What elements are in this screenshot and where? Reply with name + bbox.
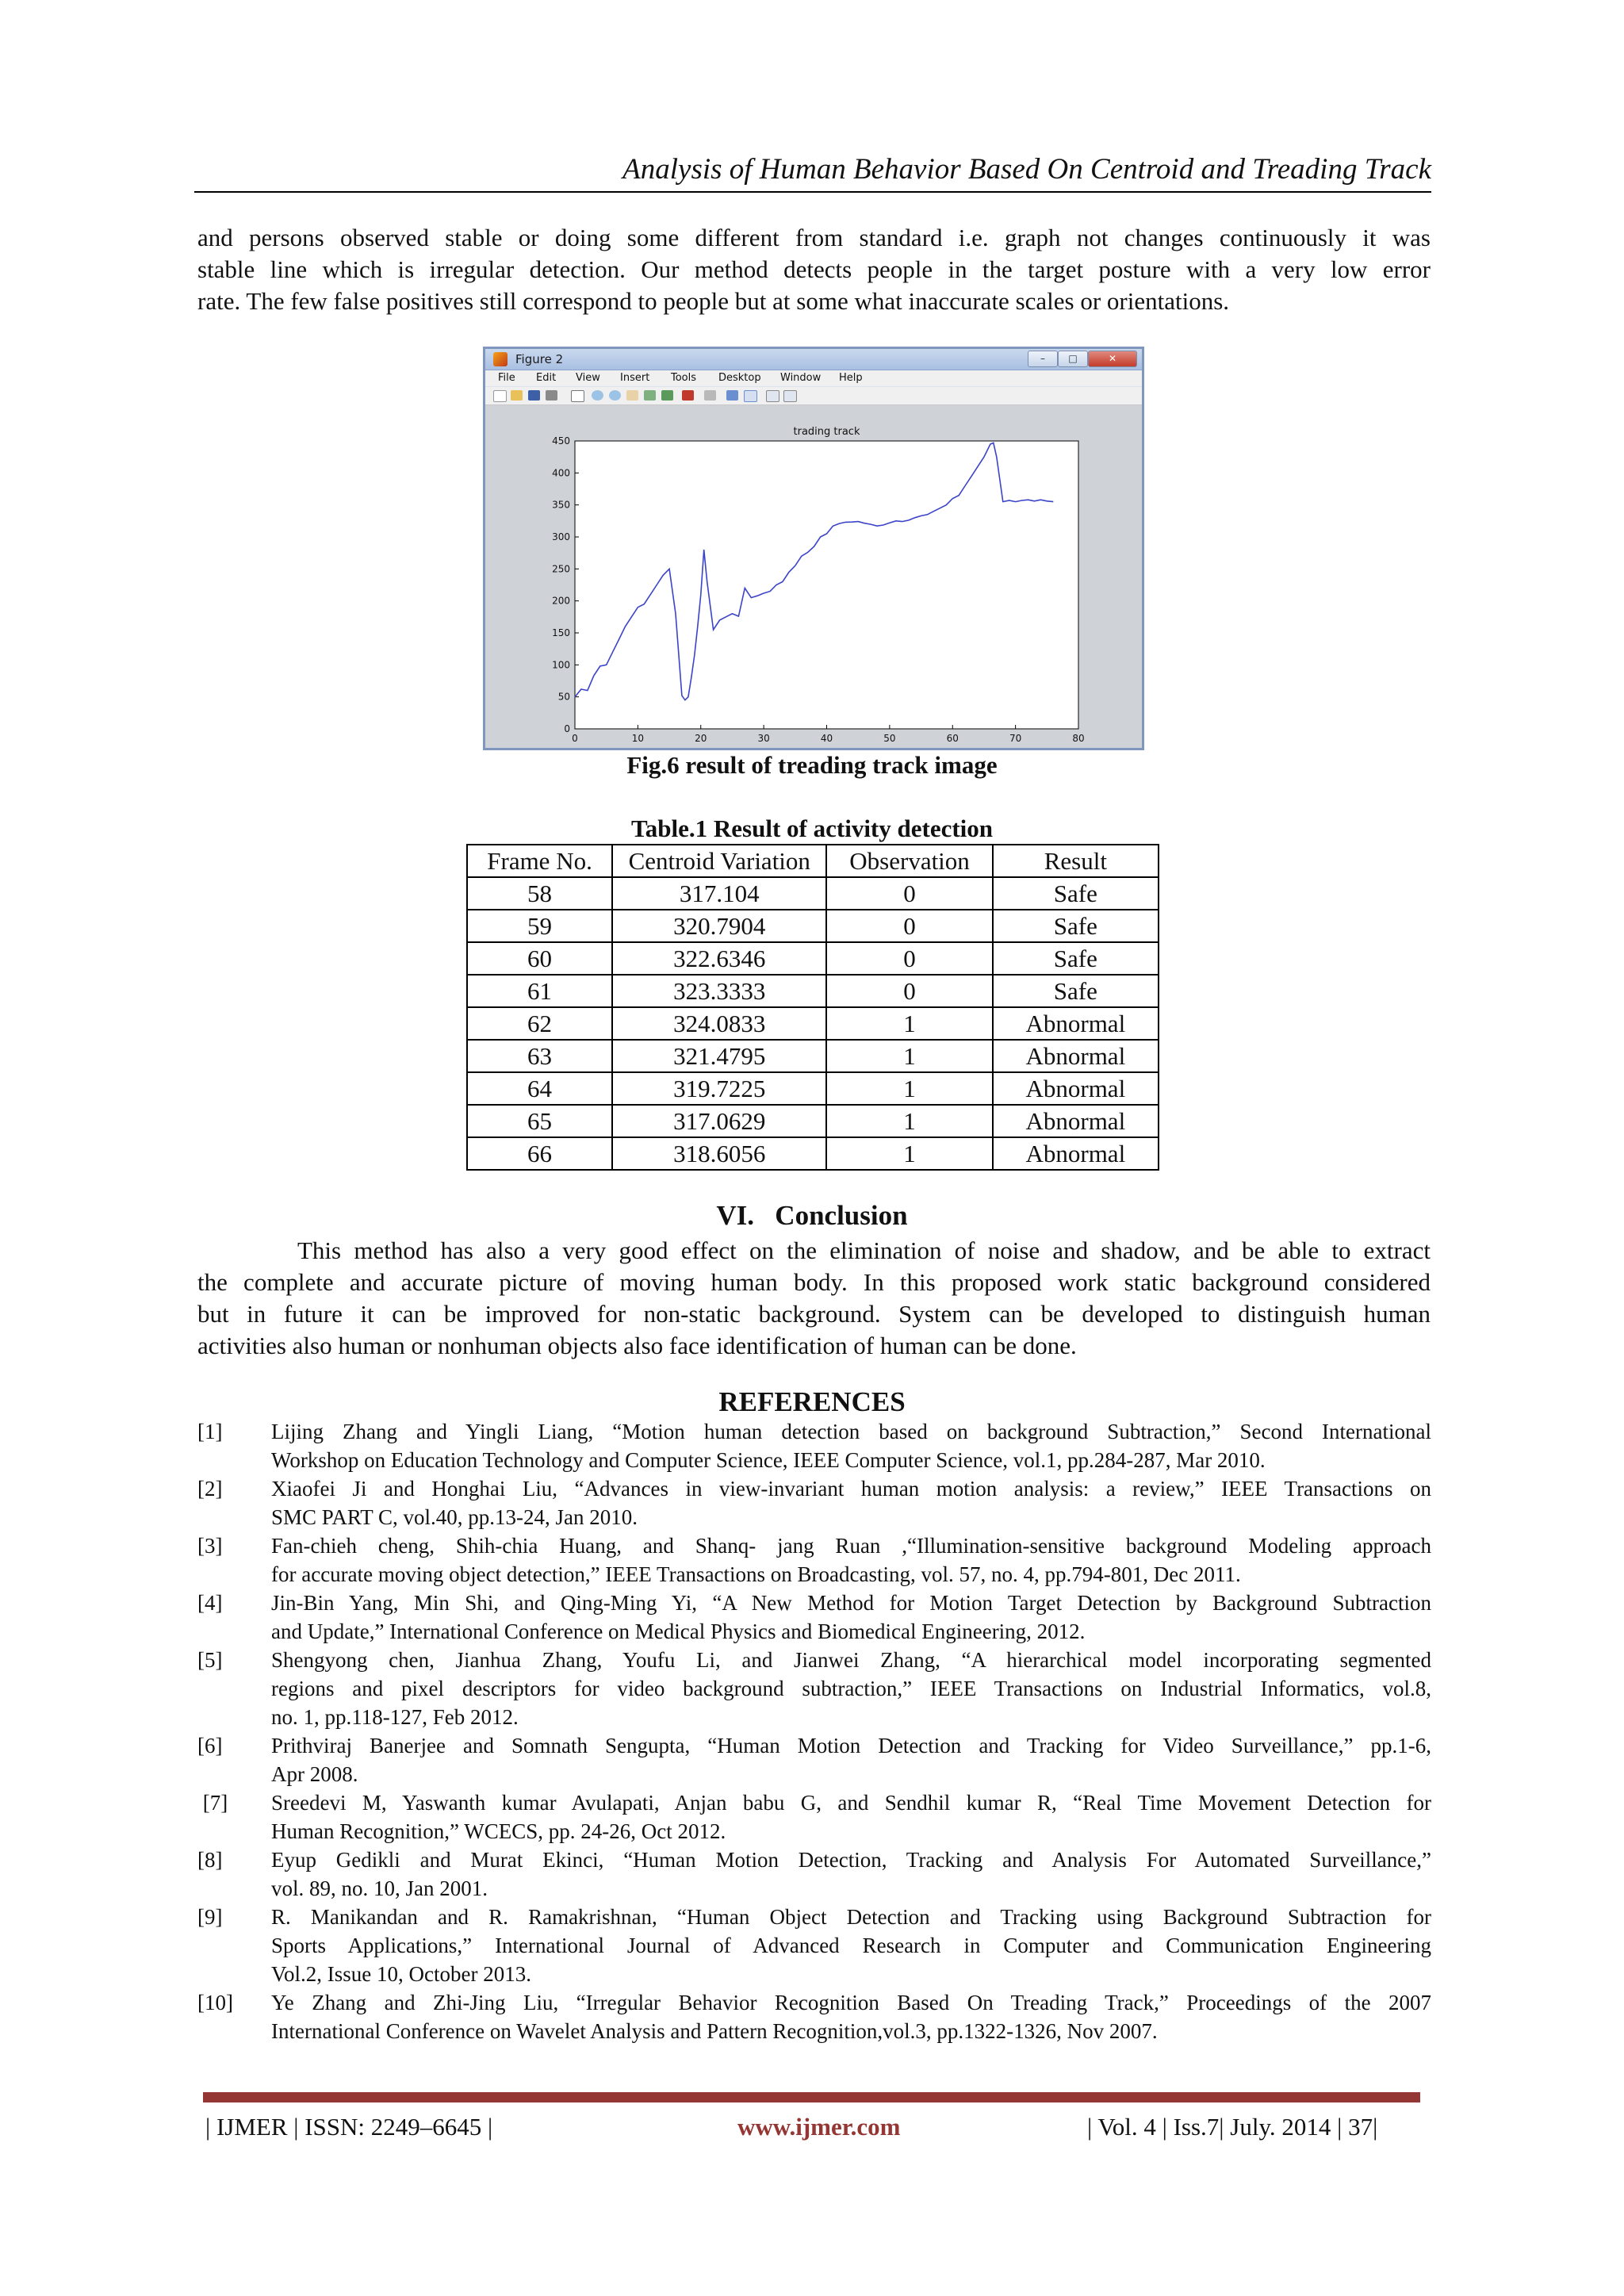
x-tick-label: 70 [1009,733,1022,744]
table-row [467,877,1159,910]
menu-tools[interactable]: Tools [671,372,697,384]
show-tools-icon[interactable] [783,390,797,402]
matlab-figure-window [483,347,1144,750]
x-tick-label: 0 [572,733,578,744]
cell-observation: 0 [826,942,992,975]
table-caption: Table.1 Result of activity detection [630,815,994,842]
cell-centroid: 324.0833 [612,1007,826,1040]
reference-line: Shengyong chen, Jianhua Zhang, Youfu Li, and Jianwei Zhang, “A hierarchical model incorporating segmented [271,1648,1431,1672]
matlab-logo-icon [493,352,508,366]
menu-insert[interactable]: Insert [620,372,650,384]
reference-line: Xiaofei Ji and Honghai Liu, “Advances in view-invariant human motion analysis: a review,” IEEE Transactions on [271,1477,1431,1501]
y-tick-label: 200 [552,595,570,607]
cell-observation: 1 [826,1040,992,1072]
cell-observation: 0 [826,910,992,942]
plot-area [485,405,1142,748]
menu-edit[interactable]: Edit [536,372,557,384]
cell-result: Abnormal [993,1072,1159,1105]
reference-item [197,1788,1431,1846]
references-heading: REFERENCES [718,1386,906,1417]
reference-item [197,1474,1431,1531]
reference-line: Apr 2008. [271,1762,358,1786]
reference-number: [8] [197,1848,223,1872]
table-row [467,1007,1159,1040]
colorbar-icon[interactable] [726,390,738,401]
intro-line: and persons observed stable or doing some different from standard i.e. graph not changes continuously it was [197,224,1431,251]
x-tick-label: 10 [631,733,645,744]
cell-result: Safe [993,975,1159,1007]
reference-line: Jin-Bin Yang, Min Shi, and Qing-Ming Yi, “A New Method for Motion Target Detection by Background Subtraction [271,1591,1431,1615]
table-row [467,975,1159,1007]
y-tick-label: 0 [564,723,570,734]
reference-number: [7] [197,1791,228,1815]
reference-line: Human Recognition,” WCECS, pp. 24-26, Oct 2012. [271,1819,726,1843]
cell-observation: 0 [826,877,992,910]
footer-journal-issn: | IJMER | ISSN: 2249–6645 | [205,2113,493,2141]
cell-centroid: 321.4795 [612,1040,826,1072]
cell-result: Safe [993,877,1159,910]
print-icon[interactable] [546,390,557,401]
hide-tools-icon[interactable] [766,390,779,402]
reference-number: [1] [197,1420,223,1443]
reference-item [197,1903,1431,1988]
header-centroid-variation: Centroid Variation [612,845,826,877]
intro-paragraph [197,222,1431,317]
menu-file[interactable]: File [498,372,515,384]
zoom-out-icon[interactable] [609,390,621,401]
cell-centroid: 323.3333 [612,975,826,1007]
intro-line: stable line which is irregular detection. Our method detects people in the target posture with a very low error [197,255,1431,283]
running-header: Analysis of Human Behavior Based On Centroid and Treading Track [622,153,1431,186]
footer-volume-page: | Vol. 4 | Iss.7| July. 2014 | 37| [1087,2113,1378,2141]
reference-line: and Update,” International Conference on Medical Physics and Biomedical Engineering, 2012. [271,1619,1086,1643]
menu-view[interactable]: View [576,372,600,384]
cell-result: Abnormal [993,1007,1159,1040]
legend-icon[interactable] [744,390,757,402]
cell-centroid: 318.6056 [612,1137,826,1170]
cell-centroid: 320.7904 [612,910,826,942]
reference-line: vol. 89, no. 10, Jan 2001. [271,1876,488,1900]
reference-item [197,1731,1431,1788]
cell-observation: 1 [826,1105,992,1137]
open-icon[interactable] [511,390,523,401]
reference-item [197,1417,1431,1474]
table-row [467,1040,1159,1072]
menu-window[interactable]: Window [780,372,822,384]
maximize-button[interactable]: □ [1058,351,1088,367]
menu-desktop[interactable]: Desktop [718,372,761,384]
figure-menubar [485,370,1142,386]
conclusion-line: the complete and accurate picture of moving human body. In this proposed work static background considered [197,1268,1431,1296]
reference-line: Eyup Gedikli and Murat Ekinci, “Human Motion Detection, Tracking and Analysis For Automated Surveillance,” [271,1848,1431,1872]
header-frame-no: Frame No. [467,845,612,877]
x-tick-label: 80 [1072,733,1085,744]
cell-observation: 0 [826,975,992,1007]
cell-result: Safe [993,942,1159,975]
reference-line: Workshop on Education Technology and Computer Science, IEEE Computer Science, vol.1, pp.284-287, Mar 2010. [271,1448,1266,1472]
reference-number: [10] [197,1991,233,2014]
activity-detection-table [466,844,1159,1171]
reference-number: [3] [197,1534,223,1558]
y-tick-label: 450 [552,435,570,447]
reference-line: SMC PART C, vol.40, pp.13-24, Jan 2010. [271,1505,638,1529]
header-observation: Observation [826,845,992,877]
cell-centroid: 319.7225 [612,1072,826,1105]
link-icon[interactable] [704,390,716,401]
cell-result: Abnormal [993,1137,1159,1170]
reference-line: Sreedevi M, Yaswanth kumar Avulapati, Anjan babu G, and Sendhil kumar R, “Real Time Movement Detection for [271,1791,1431,1815]
conclusion-line: This method has also a very good effect on the elimination of noise and shadow, and be able to extract [297,1236,1431,1264]
conclusion-heading: VI. Conclusion [716,1200,908,1231]
reference-line: Sports Applications,” International Journal of Advanced Research in Computer and Communication Engineering [271,1934,1431,1957]
x-tick-label: 20 [695,733,707,744]
y-tick-label: 350 [552,499,570,511]
table-row [467,942,1159,975]
x-tick-label: 50 [883,733,896,744]
trading-track-chart [485,405,1142,748]
reference-item [197,1531,1431,1589]
reference-line: no. 1, pp.118-127, Feb 2012. [271,1705,519,1729]
y-tick-label: 400 [552,467,570,479]
cell-frame: 60 [467,942,612,975]
y-tick-label: 150 [552,627,570,638]
data-cursor-icon[interactable] [661,390,673,401]
x-tick-label: 30 [757,733,770,744]
x-tick-label: 60 [946,733,959,744]
figure-caption: Fig.6 result of treading track image [626,751,998,779]
reference-line: Fan-chieh cheng, Shih-chia Huang, and Shanq- jang Ruan ,“Illumination-sensitive background Modeling approach [271,1534,1431,1558]
reference-line: Vol.2, Issue 10, October 2013. [271,1962,531,1986]
cell-frame: 62 [467,1007,612,1040]
figure-window-title: Figure 2 [515,352,564,366]
save-icon[interactable] [528,390,540,401]
reference-line: R. Manikandan and R. Ramakrishnan, “Human Object Detection and Tracking using Background Subtraction for [271,1905,1431,1929]
cell-observation: 1 [826,1137,992,1170]
y-tick-label: 100 [552,659,570,671]
figure-titlebar [485,349,1142,370]
reference-line: for accurate moving object detection,” IEEE Transactions on Broadcasting, vol. 57, no. 4, pp.794-801, Dec 2011. [271,1562,1241,1586]
table-row [467,910,1159,942]
cell-observation: 1 [826,1007,992,1040]
reference-item [197,1646,1431,1731]
axes-box [575,441,1078,729]
cell-frame: 61 [467,975,612,1007]
cell-frame: 59 [467,910,612,942]
conclusion-line: activities also human or nonhuman objects also face identification of human can be done. [197,1332,1077,1359]
cell-result: Abnormal [993,1040,1159,1072]
chart-title: trading track [793,426,860,438]
cell-frame: 64 [467,1072,612,1105]
y-tick-label: 300 [552,531,570,542]
reference-number: [5] [197,1648,223,1672]
reference-item [197,1988,1431,2045]
table-row [467,1105,1159,1137]
table-row [467,1072,1159,1105]
reference-line: Lijing Zhang and Yingli Liang, “Motion human detection based on background Subtraction,” Second International [271,1420,1431,1443]
pointer-icon[interactable] [571,390,584,402]
reference-line: Prithviraj Banerjee and Somnath Sengupta, “Human Motion Detection and Tracking for Video Surveillance,” pp.1-6, [271,1734,1431,1757]
rotate-icon[interactable] [644,390,656,401]
conclusion-line: but in future it can be improved for non-static background. System can be developed to distinguish human [197,1300,1431,1328]
minimize-button[interactable]: – [1028,351,1058,367]
cell-centroid: 317.0629 [612,1105,826,1137]
reference-line: Ye Zhang and Zhi-Jing Liu, “Irregular Behavior Recognition Based On Treading Track,” Proceedings of the 2007 [271,1991,1431,2014]
footer-rule [203,2092,1420,2102]
intro-line: rate. The few false positives still correspond to people but at some what inaccurate scales or orientations. [197,287,1230,315]
menu-help[interactable]: Help [839,372,863,384]
conclusion-paragraph [197,1235,1431,1362]
cell-frame: 63 [467,1040,612,1072]
references-list [197,1417,1431,2045]
reference-line: regions and pixel descriptors for video background subtraction,” IEEE Transactions on Industrial Informatics, vol.8, [271,1677,1431,1700]
figure-toolbar [485,387,1142,405]
close-button[interactable]: ✕ [1088,351,1137,367]
reference-number: [9] [197,1905,223,1929]
cell-frame: 66 [467,1137,612,1170]
reference-number: [6] [197,1734,223,1757]
x-tick-label: 40 [820,733,833,744]
cell-observation: 1 [826,1072,992,1105]
reference-line: International Conference on Wavelet Analysis and Pattern Recognition,vol.3, pp.1322-1326, Nov 2007. [271,2019,1158,2043]
y-tick-label: 50 [557,691,570,703]
zoom-in-icon[interactable] [592,390,603,401]
new-figure-icon[interactable] [493,390,507,402]
pan-icon[interactable] [626,390,638,401]
reference-number: [4] [197,1591,223,1615]
cell-centroid: 317.104 [612,877,826,910]
reference-number: [2] [197,1477,223,1501]
brush-icon[interactable] [682,390,694,401]
cell-frame: 58 [467,877,612,910]
header-rule [194,191,1431,193]
y-tick-label: 250 [552,563,570,575]
cell-centroid: 322.6346 [612,942,826,975]
header-result: Result [993,845,1159,877]
cell-frame: 65 [467,1105,612,1137]
table-row [467,1137,1159,1170]
reference-item [197,1846,1431,1903]
cell-result: Safe [993,910,1159,942]
reference-item [197,1589,1431,1646]
table-header-row [467,845,1159,877]
footer-website-link[interactable]: www.ijmer.com [737,2113,901,2141]
cell-result: Abnormal [993,1105,1159,1137]
